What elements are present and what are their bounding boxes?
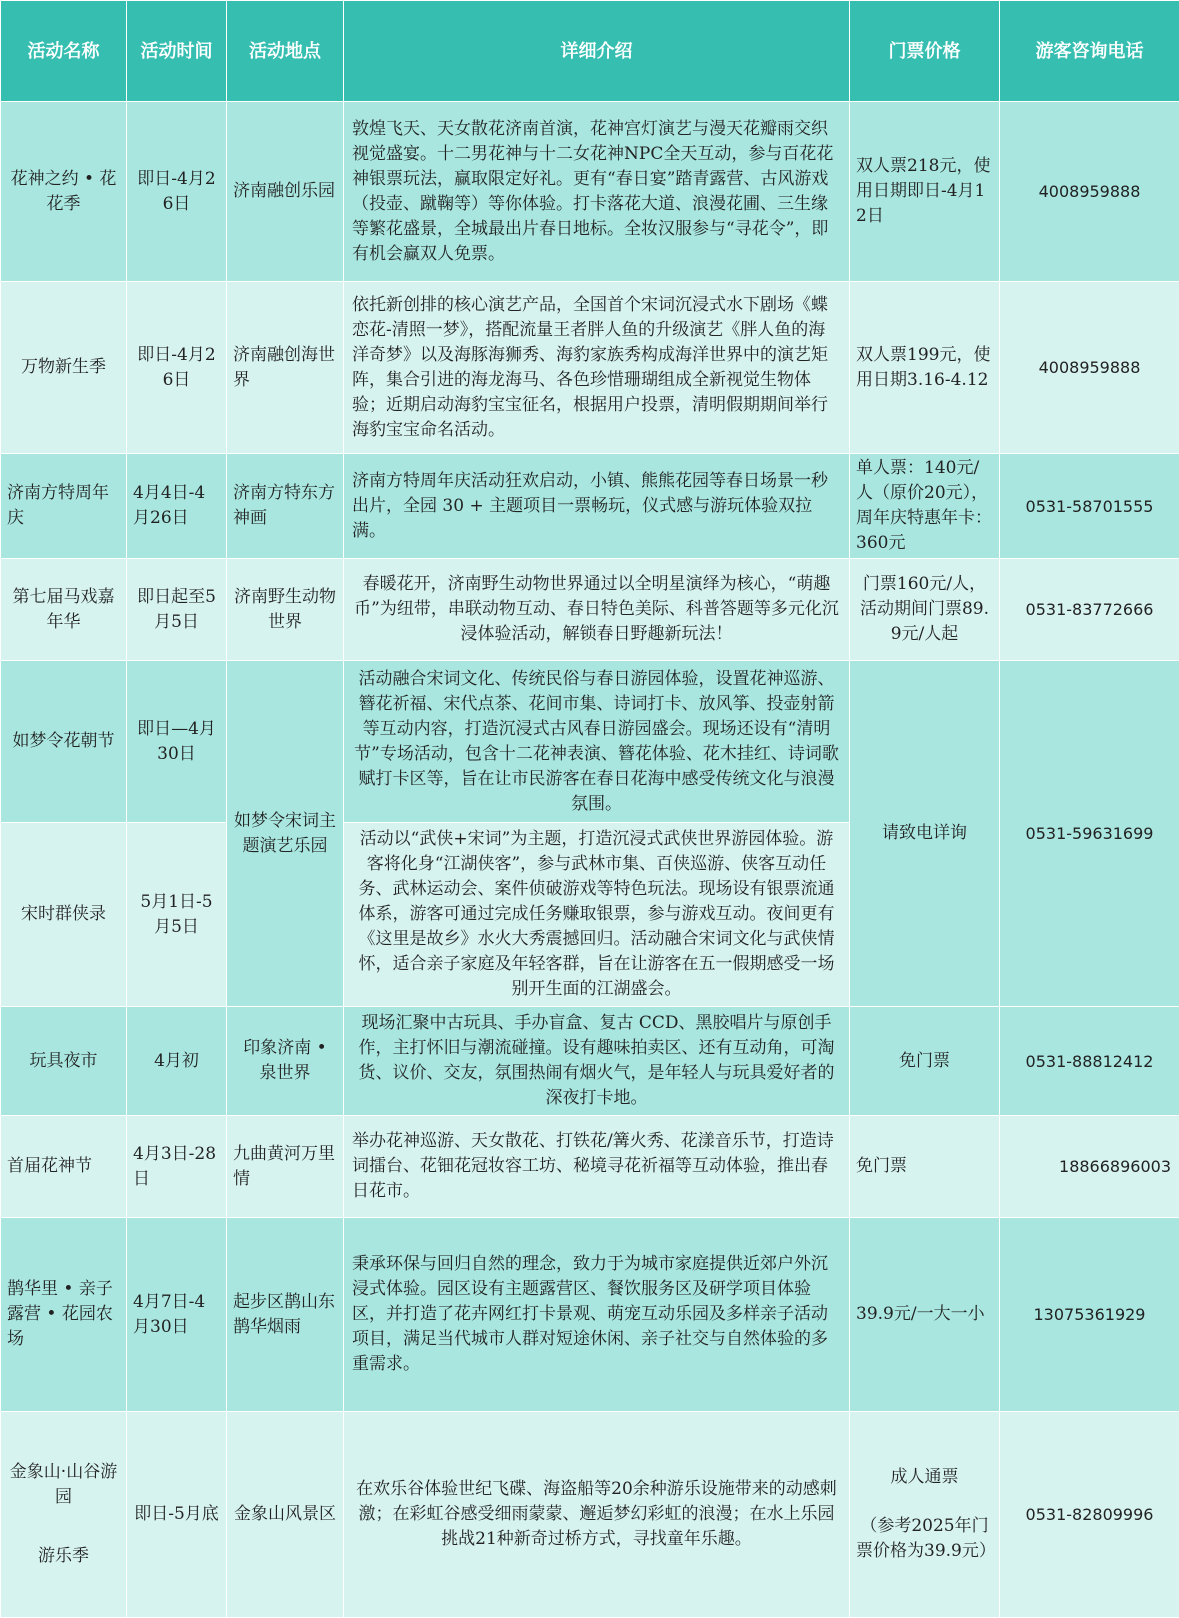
activity-name-line2: 游乐季 [38,1546,89,1566]
header-name: 活动名称 [1,1,127,102]
activity-place: 印象济南 • 泉世界 [227,1007,344,1116]
activity-name-cell [1,1412,127,1618]
activity-time: 4月4日-4月26日 [127,454,227,559]
activity-price: 门票160元/人，活动期间门票89.9元/人起 [850,559,1000,661]
activity-detail: 在欢乐谷体验世纪飞碟、海盗船等20余种游乐设施带来的动感刺激；在彩虹谷感受细雨蒙蒙、邂逅梦幻彩虹的浪漫；在水上乐园挑战21种新奇过桥方式，寻找童年乐趣。 [344,1412,850,1618]
activity-time: 即日-4月26日 [127,282,227,454]
activity-name: 鹊华里 • 亲子露营 • 花园农场 [1,1218,127,1412]
activity-price: 免门票 [850,1116,1000,1218]
activity-place: 济南融创海世界 [227,282,344,454]
table-row [1,102,1179,282]
header-phone: 游客咨询电话 [1000,1,1179,102]
activity-name: 花神之约 • 花花季 [1,102,127,282]
table-row [1,454,1179,559]
activity-price: 双人票218元，使用日期即日-4月12日 [850,102,1000,282]
activity-price: 免门票 [850,1007,1000,1116]
table-row [1,559,1179,661]
activity-time: 4月7日-4月30日 [127,1218,227,1412]
activity-place: 起步区鹊山东鹊华烟雨 [227,1218,344,1412]
activity-time: 4月初 [127,1007,227,1116]
activity-time: 即日起至5月5日 [127,559,227,661]
activity-name: 济南方特周年庆 [1,454,127,559]
activity-detail: 活动以“武侠+宋词”为主题，打造沉浸式武侠世界游园体验。游客将化身“江湖侠客”，参与武林市集、百侠巡游、侠客互动任务、武林运动会、案件侦破游戏等特色玩法。现场设有银票流通体系，游客可通过完成任务赚取银票，参与游戏互动。夜间更有《这里是故乡》水火大秀震撼回归。活动融合宋词文化与武侠情怀，适合亲子家庭及年轻客群，旨在让游客在五一假期感受一场别开生面的江湖盛会。 [344,823,850,1007]
activity-place: 金象山风景区 [227,1412,344,1618]
activity-time: 即日-5月底 [127,1412,227,1618]
activity-price: 39.9元/一大一小 [850,1218,1000,1412]
activity-place: 济南野生动物世界 [227,559,344,661]
activity-phone: 0531-88812412 [1000,1007,1179,1116]
activity-place: 济南方特东方神画 [227,454,344,559]
table-row [1,1218,1179,1412]
activity-time: 即日—4月30日 [127,661,227,823]
activity-name: 万物新生季 [1,282,127,454]
activity-time: 5月1日-5月5日 [127,823,227,1007]
activity-phone: 13075361929 [1000,1218,1179,1412]
activity-detail: 秉承环保与回归自然的理念，致力于为城市家庭提供近郊户外沉浸式体验。园区设有主题露营区、餐饮服务区及研学项目体验区，并打造了花卉网红打卡景观、萌宠互动乐园及多样亲子活动项目，满足当代城市人群对短途休闲、亲子社交与自然体验的多重需求。 [344,1218,850,1412]
activity-price: 双人票199元，使用日期3.16-4.12 [850,282,1000,454]
header-place: 活动地点 [227,1,344,102]
activity-detail: 举办花神巡游、天女散花、打铁花/篝火秀、花漾音乐节，打造诗词擂台、花钿花冠妆容工坊、秘境寻花祈福等互动体验，推出春日花市。 [344,1116,850,1218]
activity-name: 第七届马戏嘉年华 [1,559,127,661]
header-price: 门票价格 [850,1,1000,102]
activity-phone: 0531-59631699 [1000,661,1179,1007]
header-time: 活动时间 [127,1,227,102]
activity-name: 金象山·山谷游园 [10,1462,117,1507]
activity-detail: 现场汇聚中古玩具、手办盲盒、复古 CCD、黑胶唱片与原创手作，主打怀旧与潮流碰撞。设有趣味拍卖区、还有互动角，可淘货、议价、交友，氛围热闹有烟火气，是年轻人与玩具爱好者的深夜打卡地。 [344,1007,850,1116]
table-row [1,661,1179,823]
table-row [1,1412,1179,1618]
header-detail: 详细介绍 [344,1,850,102]
table-header-row [1,1,1179,102]
activity-detail: 春暖花开，济南野生动物世界通过以全明星演绎为核心，“萌趣币”为纽带，串联动物互动、春日特色美际、科普答题等多元化沉浸体验活动，解锁春日野趣新玩法！ [344,559,850,661]
activity-price: 单人票：140元/人（原价20元），周年庆特惠年卡：360元 [850,454,1000,559]
activity-time: 4月3日-28日 [127,1116,227,1218]
table-row [1,1007,1179,1116]
activity-price-cell [850,1412,1000,1618]
activity-detail: 活动融合宋词文化、传统民俗与春日游园体验，设置花神巡游、簪花祈福、宋代点茶、花间市集、诗词打卡、放风筝、投壶射箭等互动内容，打造沉浸式古风春日游园盛会。现场还设有“清明节”专场活动，包含十二花神表演、簪花体验、花木挂红、诗词歌赋打卡区等，旨在让市民游客在春日花海中感受传统文化与浪漫氛围。 [344,661,850,823]
activity-time: 即日-4月26日 [127,102,227,282]
activity-price: 请致电详询 [850,661,1000,1007]
activity-phone: 0531-58701555 [1000,454,1179,559]
activity-phone: 4008959888 [1000,102,1179,282]
table-row [1,1116,1179,1218]
activity-place: 如梦令宋词主题演艺乐园 [227,661,344,1007]
activity-place: 济南融创乐园 [227,102,344,282]
activity-detail: 依托新创排的核心演艺产品，全国首个宋词沉浸式水下剧场《蝶恋花-清照一梦》，搭配流量王者胖人鱼的升级演艺《胖人鱼的海洋奇梦》以及海豚海狮秀、海豹家族秀构成海洋世界中的演艺矩阵，集合引进的海龙海马、各色珍惜珊瑚组成全新视觉生物体验；近期启动海豹宝宝征名，根据用户投票，清明假期期间举行海豹宝宝命名活动。 [344,282,850,454]
activity-phone: 18866896003 [1000,1116,1179,1218]
activity-name: 玩具夜市 [1,1007,127,1116]
activity-phone: 0531-82809996 [1000,1412,1179,1618]
activity-name: 如梦令花朝节 [1,661,127,823]
activity-place: 九曲黄河万里情 [227,1116,344,1218]
activity-price: 成人通票 [891,1467,959,1487]
table-row [1,282,1179,454]
activity-name: 宋时群侠录 [1,823,127,1007]
activity-phone: 4008959888 [1000,282,1179,454]
activity-price-note: （参考2025年门票价格为39.9元） [856,1516,996,1561]
activity-detail: 敦煌飞天、天女散花济南首演，花神宫灯演艺与漫天花瓣雨交织视觉盛宴。十二男花神与十二女花神NPC全天互动，参与百花花神银票玩法，赢取限定好礼。更有“春日宴”踏青露营、古风游戏（投壶、蹴鞠等）等你体验。打卡落花大道、浪漫花圃、三生缘等繁花盛景，全城最出片春日地标。全妆汉服参与“寻花令”，即有机会赢双人免票。 [344,102,850,282]
activity-phone: 0531-83772666 [1000,559,1179,661]
activity-name: 首届花神节 [1,1116,127,1218]
activity-detail: 济南方特周年庆活动狂欢启动，小镇、熊熊花园等春日场景一秒出片，全园 30 + 主题项目一票畅玩，仪式感与游玩体验双拉满。 [344,454,850,559]
